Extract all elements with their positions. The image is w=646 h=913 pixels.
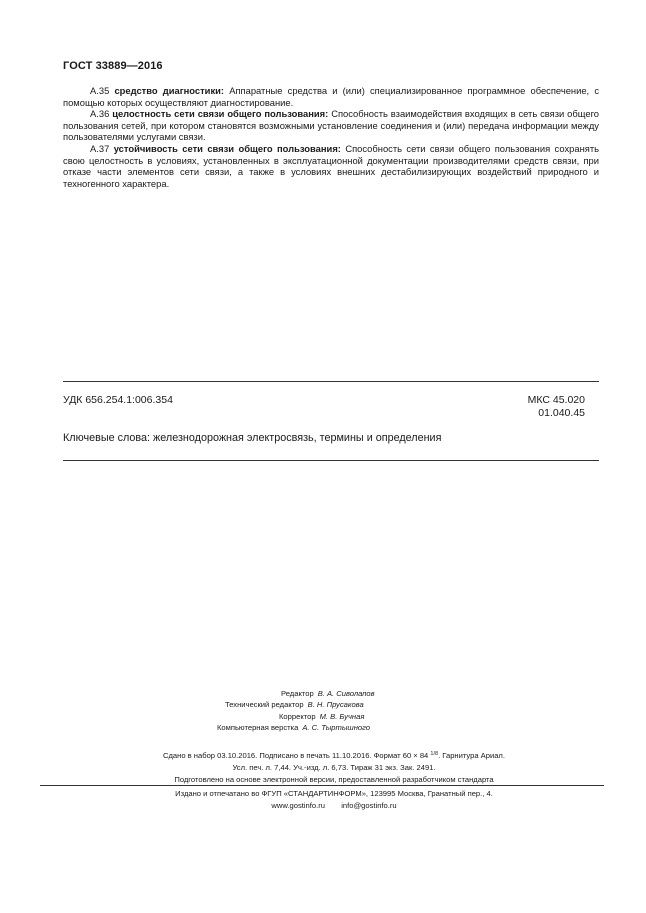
udk-code: УДК 656.254.1:006.354 — [63, 394, 173, 406]
publication-line-3: Подготовлено на основе электронной версии, предоставленной разработчиком стандарта — [174, 775, 494, 784]
mks-line-1: МКС 45.020 — [527, 394, 585, 406]
credit-role: Корректор — [279, 711, 316, 721]
website-link[interactable]: www.gostinfo.ru — [271, 801, 325, 811]
mks-line-2: 01.040.45 — [538, 406, 585, 419]
divider-top — [63, 381, 599, 382]
format-fraction: 1/8 — [430, 751, 439, 757]
credit-tech-editor — [180, 699, 460, 710]
credit-name: В. А. Сиволапов — [317, 689, 375, 698]
publication-info — [64, 748, 604, 786]
definition-term: целостность сети связи общего пользования: — [112, 108, 329, 120]
definition-a36 — [63, 108, 599, 143]
credit-corrector — [180, 711, 460, 722]
credits-block — [180, 688, 460, 734]
definition-number: А.35 — [90, 85, 110, 96]
publisher-contacts — [64, 800, 604, 812]
definition-number: А.36 — [90, 108, 110, 120]
publication-font: . Гарнитура Ариал. — [438, 751, 505, 760]
definition-a35 — [63, 85, 599, 108]
credit-layout — [180, 722, 460, 733]
mks-code — [505, 394, 585, 419]
publisher-footer — [64, 788, 604, 813]
credit-role: Технический редактор — [225, 700, 304, 710]
definition-term: устойчивость сети связи общего пользования: — [113, 142, 341, 154]
credit-name: А. С. Тыртышного — [302, 723, 371, 733]
divider-bottom — [63, 460, 599, 461]
definition-text: Способность взаимодействия входящих в сеть связи общего пользования сетей, при котором становятся возможными установление соединения и (или) передача информации между пользователями услугами связи. — [63, 108, 600, 143]
publisher-address: Издано и отпечатано во ФГУП «СТАНДАРТИНФОРМ», 123995 Москва, Гранатный пер., 4. — [175, 789, 493, 798]
definition-text: Способность сети связи общего пользования сохранять свою целостность в условиях, установленных в эксплуатационной документации производителями средств связи, при отказе части элементов сети связи, а также в условиях внешних дестабилизирующих воздействий природного и техногенного характера. — [63, 142, 600, 189]
email-link[interactable]: info@gostinfo.ru — [341, 801, 397, 811]
credit-name: М. В. Бучная — [319, 711, 365, 721]
definition-a37 — [63, 143, 599, 189]
credit-role: Редактор — [281, 689, 314, 698]
definition-text: Аппаратные средства и (или) специализированное программное обеспечение, с помощью которых осуществляют диагностирование. — [63, 85, 600, 108]
divider-footer — [40, 785, 604, 786]
publication-line-1 — [64, 748, 604, 762]
definition-term: средство диагностики: — [114, 85, 225, 96]
credit-role: Компьютерная верстка — [217, 723, 299, 733]
definitions-section — [63, 85, 599, 189]
keywords: Ключевые слова: железнодорожная электросвязь, термины и определения — [63, 432, 442, 444]
publication-dates: Сдано в набор 03.10.2016. Подписано в печать 11.10.2016. Формат 60 × 84 — [163, 751, 429, 760]
publication-line-2: Усл. печ. л. 7,44. Уч.-изд. л. 6,73. Тираж 31 экз. Зак. 2491. — [232, 763, 436, 772]
credit-name: В. Н. Прусакова — [307, 700, 364, 710]
document-header: ГОСТ 33889—2016 — [63, 60, 163, 72]
credit-editor — [180, 688, 460, 699]
definition-number: А.37 — [90, 142, 110, 154]
